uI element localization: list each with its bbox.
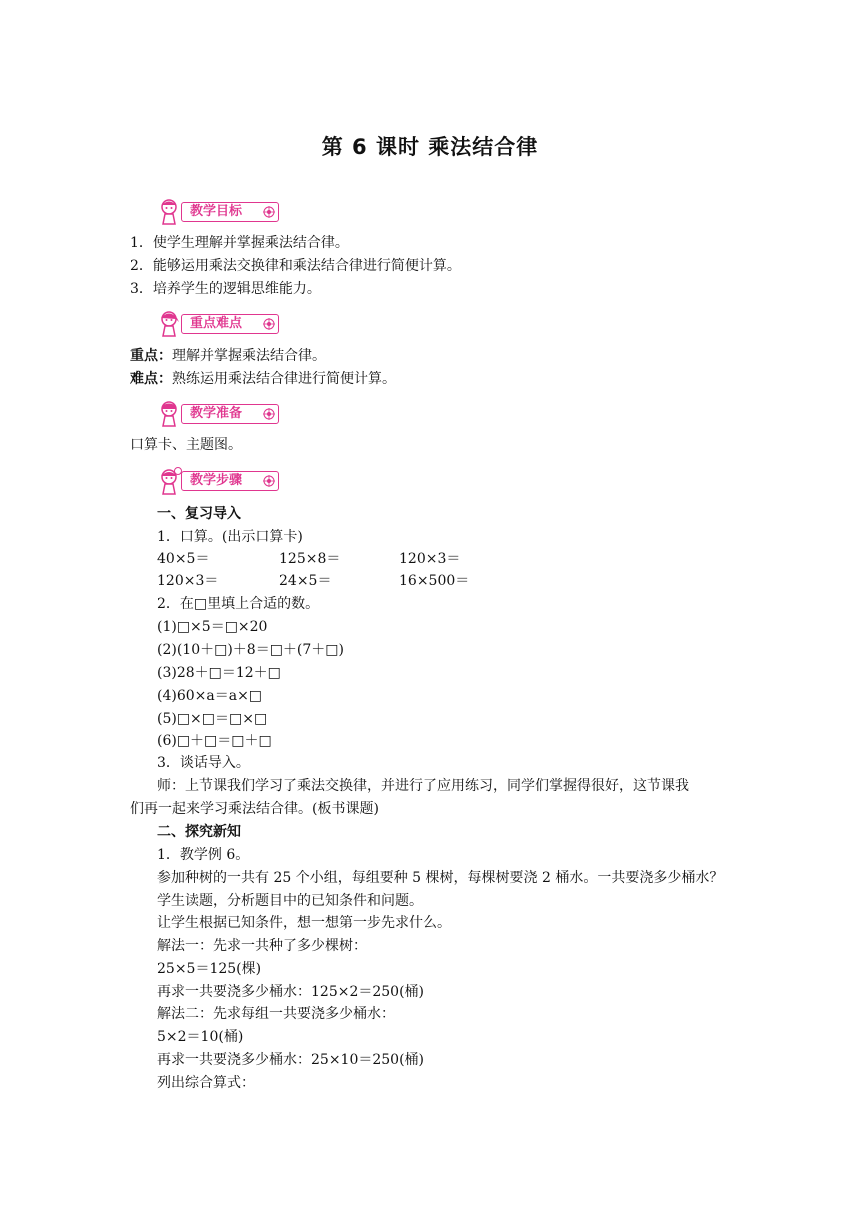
key-point-line (130, 346, 750, 366)
calc-item: 120×3＝ (399, 551, 461, 567)
calc-item: 120×3＝ (157, 573, 219, 589)
target-icon (263, 475, 275, 487)
girl-icon (157, 198, 183, 226)
girl-icon (157, 310, 183, 338)
fill-item-4: (4)60×a＝a×□ (157, 688, 263, 704)
question-3: 3．谈话导入。 (157, 755, 250, 771)
preparation-text: 口算卡、主题图。 (130, 437, 242, 453)
difficult-point-text: 熟练运用乘法结合律进行简便计算。 (172, 371, 396, 387)
badge-label (181, 202, 279, 222)
calc-row-2 (157, 571, 777, 591)
calc-row-1 (157, 549, 777, 569)
key-point-label: 重点： (130, 348, 172, 364)
badge-teaching-steps (157, 468, 279, 494)
target-icon (263, 318, 275, 330)
section-2-line: 5×2＝10(桶) (157, 1029, 244, 1045)
fill-item-2: (2)(10＋□)＋8＝□＋(7＋□) (157, 642, 344, 658)
section-1-heading: 一、复习导入 (157, 506, 241, 522)
section-2-line: 列出综合算式： (157, 1075, 255, 1091)
section-2-line: 1．教学例 6。 (157, 847, 250, 863)
page-title: 第 6 课时 乘法结合律 (321, 135, 539, 159)
teacher-talk-line-2: 们再一起来学习乘法结合律。(板书课题) (130, 801, 379, 817)
fill-item-6: (6)□＋□＝□＋□ (157, 733, 272, 749)
badge-text: 重点难点 (190, 316, 243, 331)
section-2-line: 让学生根据已知条件，想一想第一步先求什么。 (157, 915, 451, 931)
target-icon (263, 206, 275, 218)
section-2-heading: 二、探究新知 (157, 824, 241, 840)
difficult-point-label: 难点： (130, 371, 172, 387)
question-1: 1．口算。(出示口算卡) (157, 529, 303, 545)
teacher-talk-line-1: 师：上节课我们学习了乘法交换律，并进行了应用练习，同学们掌握得很好，这节课我 (157, 778, 689, 794)
calc-item: 40×5＝ (157, 551, 210, 567)
section-2-line: 解法二：先求每组一共要浇多少桶水： (157, 1006, 395, 1022)
badge-text: 教学准备 (190, 406, 243, 421)
difficult-point-line (130, 369, 750, 389)
goal-1: 1．使学生理解并掌握乘法结合律。 (130, 235, 349, 251)
badge-label (181, 404, 279, 424)
badge-label (181, 314, 279, 334)
badge-text: 教学步骤 (190, 473, 243, 488)
section-2-line: 解法一：先求一共种了多少棵树： (157, 938, 367, 954)
badge-preparation (157, 401, 279, 427)
section-2-line: 再求一共要浇多少桶水：25×10＝250(桶) (157, 1052, 425, 1068)
badge-label (181, 471, 279, 491)
badge-key-points (157, 311, 279, 337)
girl-icon (157, 467, 183, 495)
section-2-line: 参加种树的一共有 25 个小组，每组要种 5 棵树，每棵树要浇 2 桶水。一共要浇多少桶水？ (157, 870, 724, 886)
badge-teaching-goals (157, 199, 279, 225)
key-point-text: 理解并掌握乘法结合律。 (172, 348, 326, 364)
fill-item-3: (3)28＋□＝12＋□ (157, 665, 281, 681)
girl-icon (157, 400, 183, 428)
goal-2: 2．能够运用乘法交换律和乘法结合律进行简便计算。 (130, 258, 461, 274)
target-icon (263, 408, 275, 420)
badge-text: 教学目标 (190, 204, 243, 219)
calc-item: 16×500＝ (399, 573, 470, 589)
fill-item-1: (1)□×5＝□×20 (157, 619, 268, 635)
calc-item: 125×8＝ (279, 551, 341, 567)
section-2-line: 再求一共要浇多少桶水：125×2＝250(桶) (157, 984, 425, 1000)
fill-item-5: (5)□×□＝□×□ (157, 711, 268, 727)
section-2-line: 学生读题，分析题目中的已知条件和问题。 (157, 893, 423, 909)
goal-3: 3．培养学生的逻辑思维能力。 (130, 281, 321, 297)
calc-item: 24×5＝ (279, 573, 332, 589)
question-2: 2．在□里填上合适的数。 (157, 596, 320, 612)
section-2-line: 25×5＝125(棵) (157, 961, 262, 977)
